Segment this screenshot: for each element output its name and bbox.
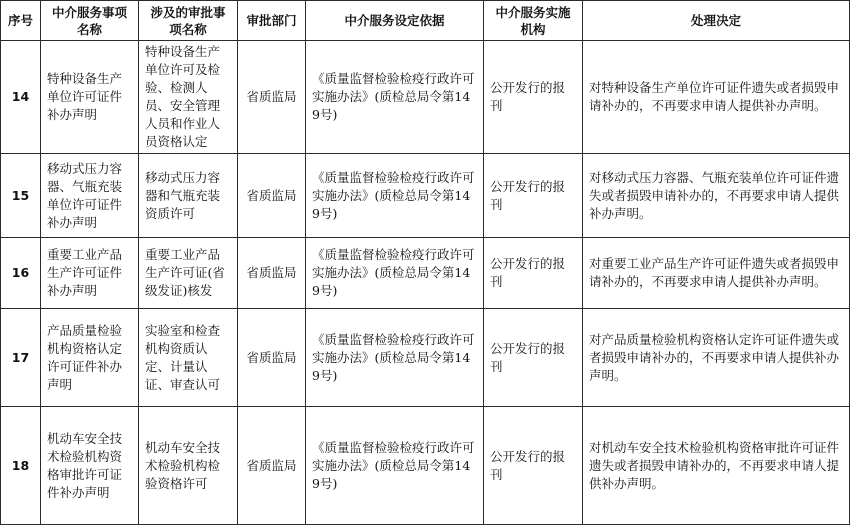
cell-seq: 14: [1, 41, 41, 154]
header-dept: 审批部门: [238, 1, 306, 41]
cell-dept: 省质监局: [238, 238, 306, 309]
cell-decision: 对特种设备生产单位许可证件遗失或者损毁申请补办的，不再要求申请人提供补办声明。: [583, 41, 850, 154]
header-item: 中介服务事项名称: [41, 1, 139, 41]
cell-basis: 《质量监督检验检疫行政许可实施办法》(质检总局令第149号): [306, 154, 484, 238]
cell-org: 公开发行的报刊: [484, 238, 583, 309]
cell-approval: 移动式压力容器和气瓶充装资质许可: [139, 154, 238, 238]
cell-decision: 对机动车安全技术检验机构资格审批许可证件遗失或者损毁申请补办的，不再要求申请人提供补办声明。: [583, 407, 850, 525]
cell-item: 特种设备生产单位许可证件补办声明: [41, 41, 139, 154]
cell-approval: 实验室和检查机构资质认定、计量认证、审查认可: [139, 309, 238, 407]
cell-dept: 省质监局: [238, 41, 306, 154]
cell-basis: 《质量监督检验检疫行政许可实施办法》(质检总局令第149号): [306, 407, 484, 525]
cell-basis: 《质量监督检验检疫行政许可实施办法》(质检总局令第149号): [306, 238, 484, 309]
table-row: [1, 154, 850, 238]
cell-decision: 对产品质量检验机构资格认定许可证件遗失或者损毁申请补办的，不再要求申请人提供补办声明。: [583, 309, 850, 407]
header-decision: 处理决定: [583, 1, 850, 41]
cell-dept: 省质监局: [238, 154, 306, 238]
table-row: [1, 238, 850, 309]
cell-item: 机动车安全技术检验机构资格审批许可证件补办声明: [41, 407, 139, 525]
cell-dept: 省质监局: [238, 407, 306, 525]
cell-basis: 《质量监督检验检疫行政许可实施办法》(质检总局令第149号): [306, 309, 484, 407]
cell-org: 公开发行的报刊: [484, 309, 583, 407]
cell-item: 产品质量检验机构资格认定许可证件补办声明: [41, 309, 139, 407]
header-seq: 序号: [1, 1, 41, 41]
header-row: [1, 1, 850, 41]
table-row: [1, 407, 850, 525]
cell-org: 公开发行的报刊: [484, 154, 583, 238]
cell-item: 移动式压力容器、气瓶充装单位许可证件补办声明: [41, 154, 139, 238]
cell-item: 重要工业产品生产许可证件补办声明: [41, 238, 139, 309]
cell-approval: 机动车安全技术检验机构检验资格许可: [139, 407, 238, 525]
header-approval: 涉及的审批事项名称: [139, 1, 238, 41]
cell-seq: 16: [1, 238, 41, 309]
cell-basis: 《质量监督检验检疫行政许可实施办法》(质检总局令第149号): [306, 41, 484, 154]
cell-approval: 特种设备生产单位许可及检验、检测人员、安全管理人员和作业人员资格认定: [139, 41, 238, 154]
cell-dept: 省质监局: [238, 309, 306, 407]
cell-seq: 15: [1, 154, 41, 238]
cell-org: 公开发行的报刊: [484, 41, 583, 154]
cell-seq: 17: [1, 309, 41, 407]
table-row: [1, 41, 850, 154]
cell-decision: 对移动式压力容器、气瓶充装单位许可证件遗失或者损毁申请补办的，不再要求申请人提供补办声明。: [583, 154, 850, 238]
header-basis: 中介服务设定依据: [306, 1, 484, 41]
cell-seq: 18: [1, 407, 41, 525]
table-row: [1, 309, 850, 407]
cell-approval: 重要工业产品生产许可证(省级发证)核发: [139, 238, 238, 309]
cell-decision: 对重要工业产品生产许可证件遗失或者损毁申请补办的，不再要求申请人提供补办声明。: [583, 238, 850, 309]
header-org: 中介服务实施机构: [484, 1, 583, 41]
cell-org: 公开发行的报刊: [484, 407, 583, 525]
